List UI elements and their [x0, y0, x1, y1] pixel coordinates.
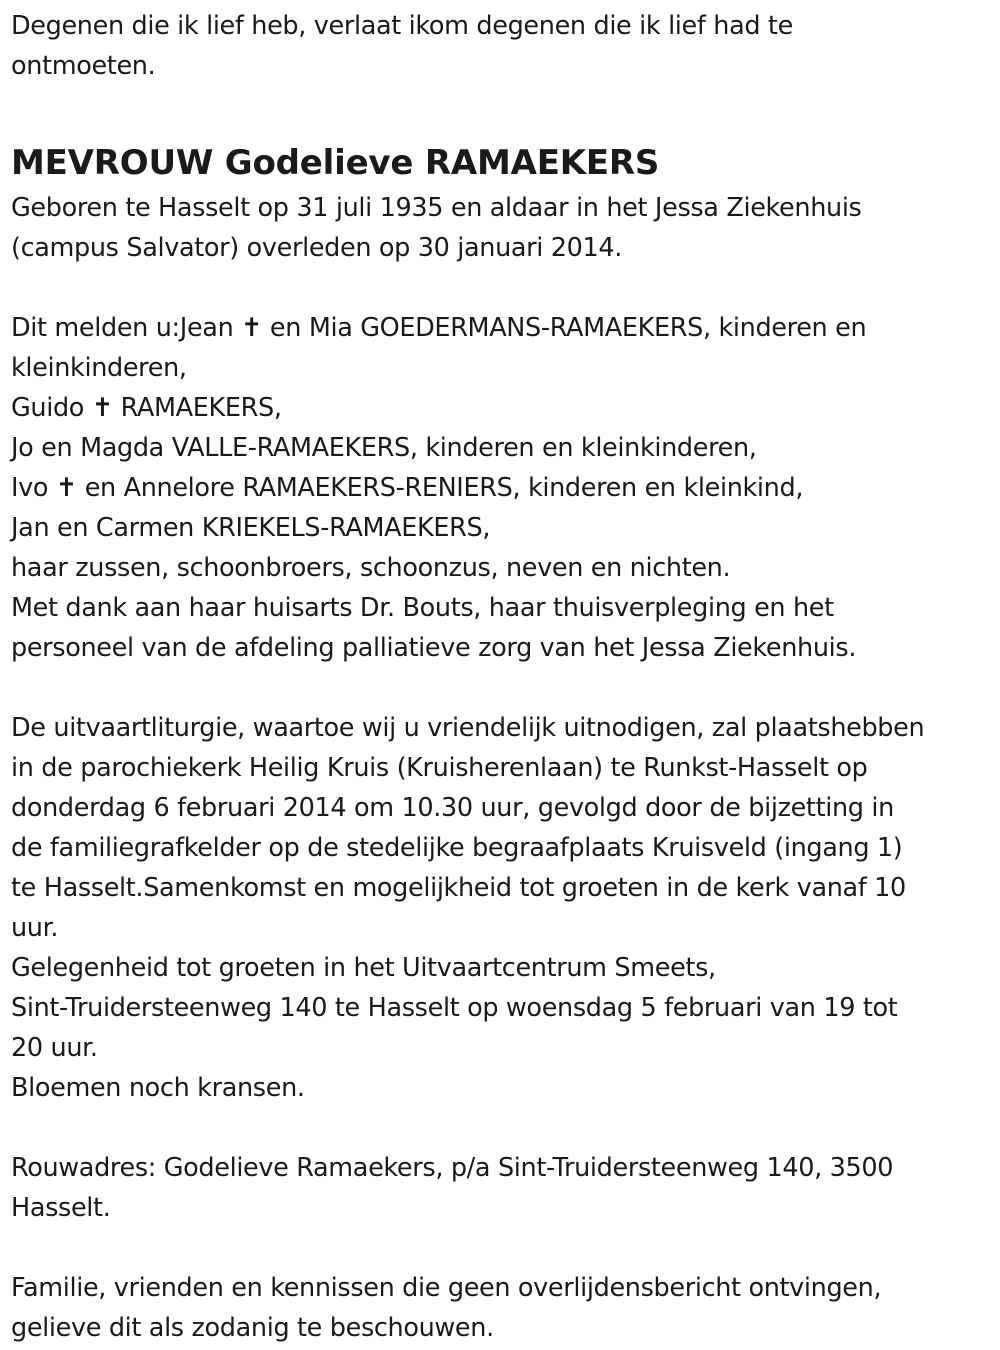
funeral-line: donderdag 6 februari 2014 om 10.30 uur, gevolgd door de bijzetting in — [11, 793, 894, 823]
family-text: Ivo — [11, 473, 56, 503]
family-line-ivo — [11, 468, 991, 508]
funeral-line: in de parochiekerk Heilig Kruis (Kruisherenlaan) te Runkst-Hasselt op — [11, 753, 868, 783]
birth-line: Geboren te Hasselt op 31 juli 1935 en aldaar in het Jessa Ziekenhuis — [11, 193, 862, 223]
birth-death-info — [11, 188, 991, 268]
closing-line: gelieve dit als zodanig te beschouwen. — [11, 1313, 494, 1343]
family-announcement — [11, 308, 991, 668]
family-line-jean — [11, 308, 991, 348]
cross-icon: ✝ — [91, 393, 113, 423]
intro-line: Degenen die ik lief heb, verlaat ikom degenen die ik lief had te — [11, 11, 793, 41]
closing-line: Familie, vrienden en kennissen die geen overlijdensbericht ontvingen, — [11, 1273, 882, 1303]
family-line-guido — [11, 388, 991, 428]
birth-line: (campus Salvator) overleden op 30 januari 2014. — [11, 233, 623, 263]
mourning-address — [11, 1148, 991, 1228]
funeral-line: De uitvaartliturgie, waartoe wij u vriendelijk uitnodigen, zal plaatshebben — [11, 713, 925, 743]
spacer — [11, 268, 991, 308]
funeral-details — [11, 708, 991, 1108]
visitation-line: Gelegenheid tot groeten in het Uitvaartcentrum Smeets, — [11, 953, 716, 983]
closing-note — [11, 1268, 991, 1348]
family-text: RAMAEKERS, — [112, 393, 282, 423]
family-line: haar zussen, schoonbroers, schoonzus, neven en nichten. — [11, 553, 731, 583]
family-line: Jan en Carmen KRIEKELS-RAMAEKERS, — [11, 513, 491, 543]
family-text: Guido — [11, 393, 92, 423]
funeral-line: uur. — [11, 913, 59, 943]
thanks-line: Met dank aan haar huisarts Dr. Bouts, haar thuisverpleging en het — [11, 593, 834, 623]
address-line: Hasselt. — [11, 1193, 111, 1223]
spacer — [11, 1228, 991, 1268]
thanks-line: personeel van de afdeling palliatieve zorg van het Jessa Ziekenhuis. — [11, 633, 857, 663]
spacer — [11, 86, 991, 140]
family-text: Dit melden u:Jean — [11, 313, 242, 343]
address-line: Rouwadres: Godelieve Ramaekers, p/a Sint-Truidersteenweg 140, 3500 — [11, 1153, 894, 1183]
spacer — [11, 668, 991, 708]
visitation-line: 20 uur. — [11, 1033, 98, 1063]
funeral-line: de familiegrafkelder op de stedelijke begraafplaats Kruisveld (ingang 1) — [11, 833, 903, 863]
cross-icon: ✝ — [55, 473, 77, 503]
spacer — [11, 1108, 991, 1148]
family-text: en Mia GOEDERMANS-RAMAEKERS, kinderen en — [262, 313, 867, 343]
obituary-document — [11, 6, 991, 1348]
intro-line: ontmoeten. — [11, 51, 156, 81]
family-line: Jo en Magda VALLE-RAMAEKERS, kinderen en kleinkinderen, — [11, 433, 757, 463]
cross-icon: ✝ — [241, 313, 263, 343]
intro-quote — [11, 6, 991, 86]
family-line: kleinkinderen, — [11, 353, 187, 383]
visitation-line: Sint-Truidersteenweg 140 te Hasselt op woensdag 5 februari van 19 tot — [11, 993, 898, 1023]
flowers-line: Bloemen noch kransen. — [11, 1073, 305, 1103]
family-text: en Annelore RAMAEKERS-RENIERS, kinderen en kleinkind, — [76, 473, 804, 503]
deceased-name-title: MEVROUW Godelieve RAMAEKERS — [11, 143, 660, 183]
funeral-line: te Hasselt.Samenkomst en mogelijkheid tot groeten in de kerk vanaf 10 — [11, 873, 906, 903]
